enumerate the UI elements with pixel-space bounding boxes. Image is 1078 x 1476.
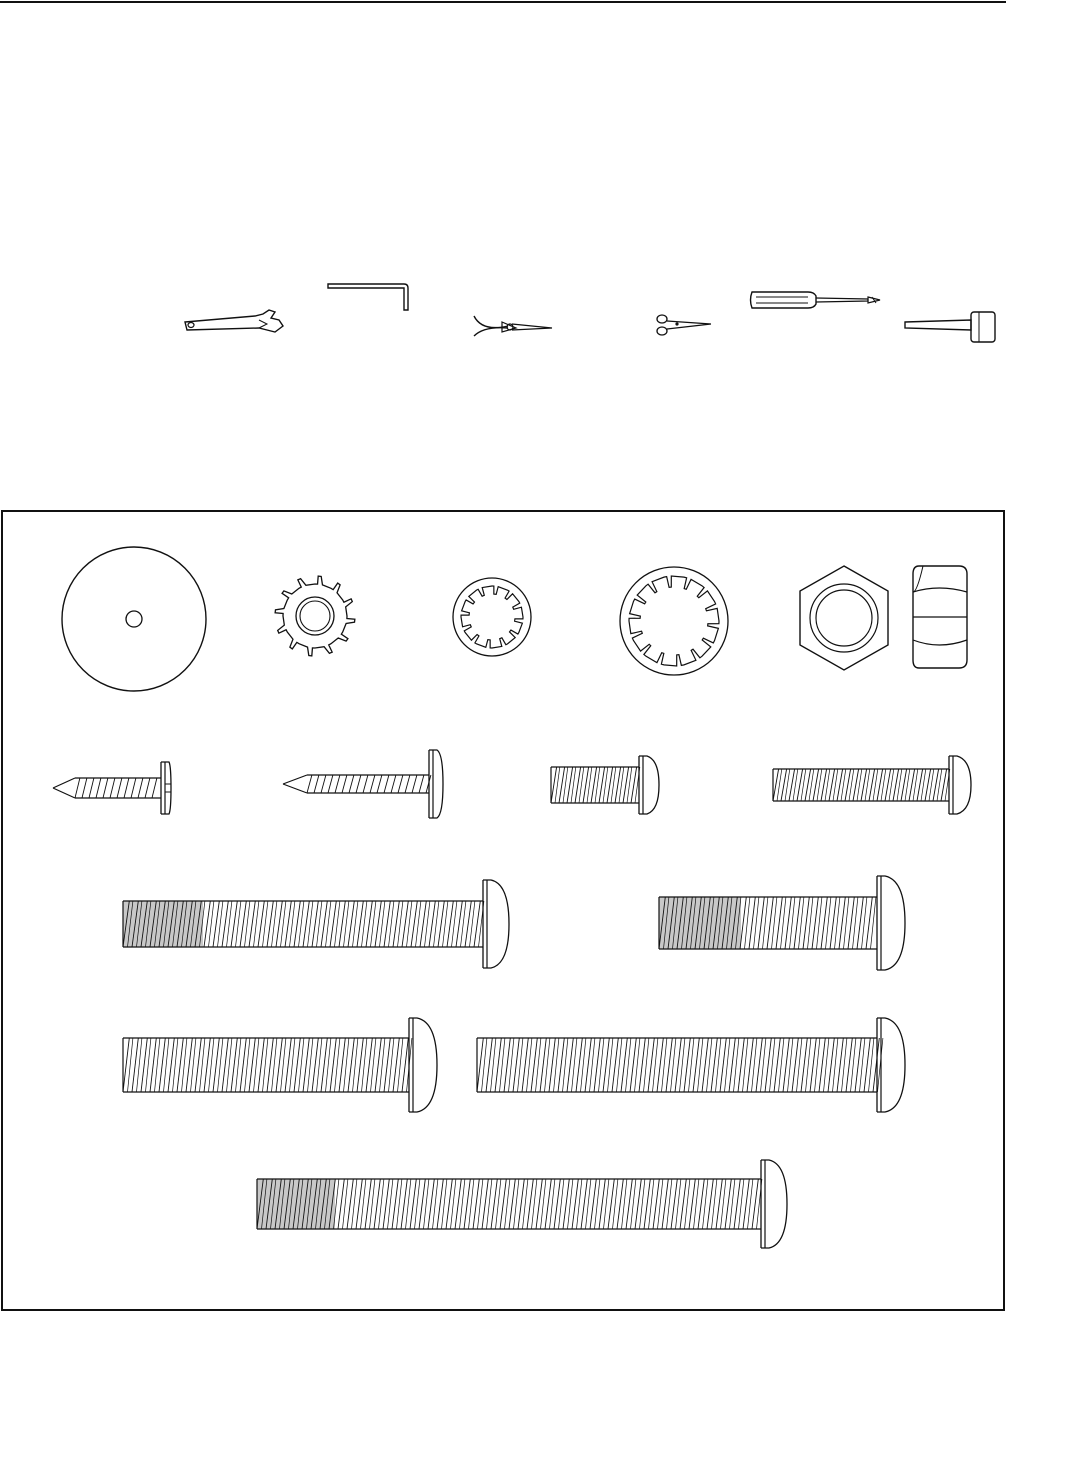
short-button-head-screw-icon	[547, 754, 663, 816]
long-patch-bolt-icon	[119, 878, 511, 970]
tools-needed-row	[0, 276, 1078, 356]
large-internal-star-washer-icon	[618, 565, 730, 677]
adjustable-wrench-icon	[183, 308, 285, 338]
hex-key-icon	[326, 282, 412, 312]
self-drilling-screw-icon	[281, 748, 447, 820]
longest-patch-bolt-icon	[253, 1158, 789, 1250]
internal-star-washer-icon	[451, 576, 533, 658]
medium-patch-bolt-icon	[655, 874, 907, 972]
extra-long-button-head-bolt-icon	[473, 1016, 907, 1114]
flat-washer-icon	[60, 545, 208, 693]
scissors-icon	[655, 312, 713, 338]
nylon-lock-nut-icon	[909, 562, 971, 672]
button-head-bolt-icon	[119, 1016, 439, 1114]
rubber-mallet-icon	[903, 308, 999, 344]
hex-nut-icon	[798, 564, 890, 672]
needle-nose-pliers-icon	[472, 314, 554, 338]
external-star-washer-icon	[273, 574, 357, 658]
medium-button-head-screw-icon	[769, 754, 975, 816]
parts-identification-panel	[1, 510, 1005, 1311]
top-rule	[0, 1, 1006, 3]
pan-head-tapping-screw-icon	[51, 760, 175, 816]
phillips-screwdriver-icon	[748, 288, 892, 312]
